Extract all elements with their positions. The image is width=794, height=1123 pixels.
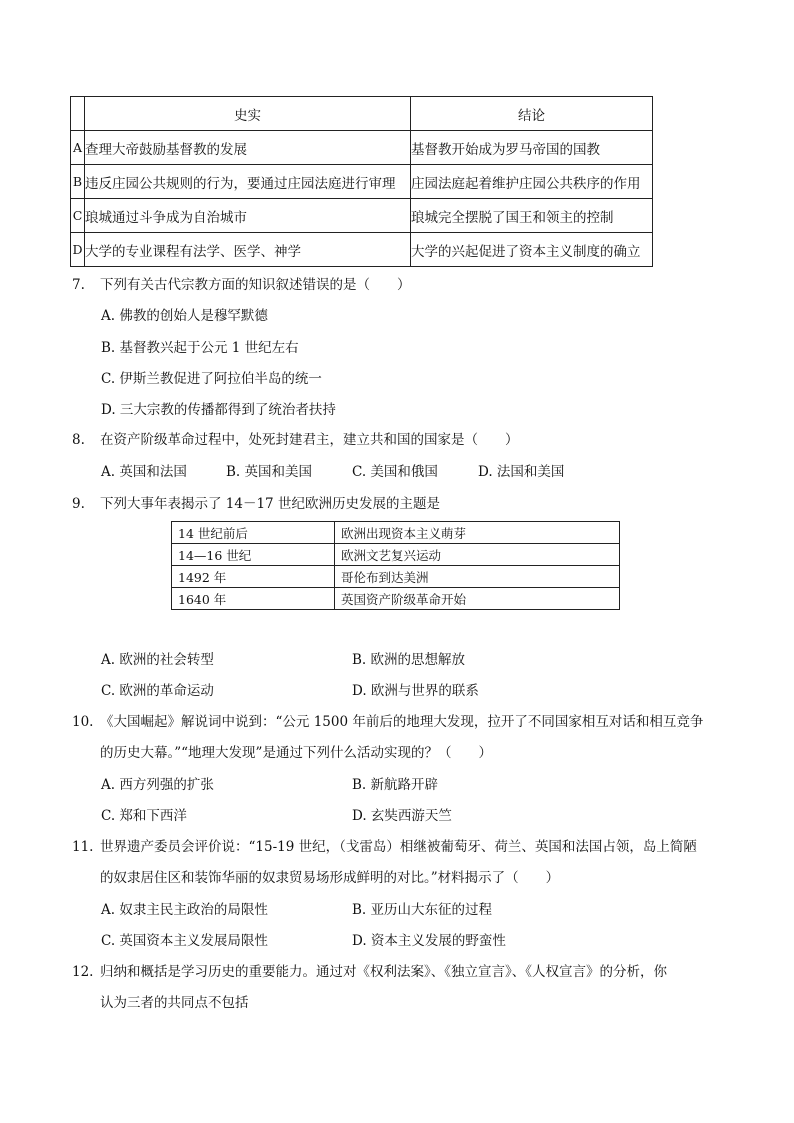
table-row (172, 566, 620, 588)
question-12-stem (72, 962, 667, 982)
table-row (172, 544, 620, 566)
q10-option-d: D. 玄奘西游天竺 (352, 808, 452, 824)
row-fact: 大学的专业课程有法学、医学、神学 (85, 233, 411, 267)
row-event: 欧洲文艺复兴运动 (335, 544, 620, 566)
row-time: 14 世纪前后 (172, 522, 335, 544)
row-event: 欧洲出现资本主义萌芽 (335, 522, 620, 544)
q11-option-b: B. 亚历山大东征的过程 (352, 902, 493, 918)
question-text: 世界遗产委员会评价说：“15-19 世纪，（戈雷岛）相继被葡萄牙、荷兰、英国和法国占领，岛上简陋 (100, 839, 697, 855)
question-number: 8. (72, 432, 85, 448)
question-number: 7. (72, 277, 85, 293)
q11-option-d: D. 资本主义发展的野蛮性 (352, 933, 506, 949)
row-conclusion: 琅城完全摆脱了国王和领主的控制 (411, 199, 653, 233)
q9-option-a: A. 欧洲的社会转型 (101, 652, 214, 668)
row-label: A (71, 131, 85, 165)
fact-conclusion-table (70, 96, 653, 267)
row-fact: 琅城通过斗争成为自治城市 (85, 199, 411, 233)
question-10-stem (72, 712, 703, 732)
row-conclusion: 基督教开始成为罗马帝国的国教 (411, 131, 653, 165)
question-text: 归纳和概括是学习历史的重要能力。通过对《权利法案》、《独立宣言》、《人权宣言》的分析，你 (100, 964, 667, 980)
question-11-stem (72, 837, 697, 857)
header-conclusion: 结论 (411, 97, 653, 131)
q8-option-a: A. 英国和法国 (101, 464, 187, 480)
table-row (71, 233, 653, 267)
q7-option-c: C. 伊斯兰教促进了阿拉伯半岛的统一 (101, 371, 322, 387)
row-conclusion: 庄园法庭起着维护庄园公共秩序的作用 (411, 165, 653, 199)
row-time: 14—16 世纪 (172, 544, 335, 566)
question-text: 在资产阶级革命过程中，处死封建君主，建立共和国的国家是（ ） (100, 432, 519, 448)
row-time: 1492 年 (172, 566, 335, 588)
question-text: 下列大事年表揭示了 14－17 世纪欧洲历史发展的主题是 (100, 496, 440, 512)
q10-option-a: A. 西方列强的扩张 (101, 777, 214, 793)
row-time: 1640 年 (172, 588, 335, 610)
question-number: 10. (72, 714, 94, 730)
row-label: C (71, 199, 85, 233)
q8-option-d: D. 法国和美国 (478, 464, 565, 480)
chronology-table (171, 521, 620, 610)
table-row (172, 522, 620, 544)
question-11-stem-line2: 的奴隶居住区和装饰华丽的奴隶贸易场形成鲜明的对比。”材料揭示了（ ） (100, 870, 560, 886)
q11-option-c: C. 英国资本主义发展局限性 (101, 933, 268, 949)
row-event: 英国资产阶级革命开始 (335, 588, 620, 610)
row-fact: 查理大帝鼓励基督教的发展 (85, 131, 411, 165)
q7-option-a: A. 佛教的创始人是穆罕默德 (101, 308, 268, 324)
question-text: 下列有关古代宗教方面的知识叙述错误的是（ ） (100, 277, 411, 293)
table-row (71, 165, 653, 199)
row-label: D (71, 233, 85, 267)
q9-option-d: D. 欧洲与世界的联系 (352, 683, 479, 699)
question-number: 9. (72, 496, 85, 512)
question-text: 《大国崛起》解说词中说到：“公元 1500 年前后的地理大发现，拉开了不同国家相互对话和相互竞争 (100, 714, 704, 730)
q9-option-c: C. 欧洲的革命运动 (101, 683, 214, 699)
table-row (71, 131, 653, 165)
question-number: 12. (72, 964, 94, 980)
q7-option-b: B. 基督教兴起于公元 1 世纪左右 (101, 340, 299, 356)
row-event: 哥伦布到达美洲 (335, 566, 620, 588)
question-9-stem (72, 494, 440, 514)
q10-option-b: B. 新航路开辟 (352, 777, 439, 793)
table-corner-cell (71, 97, 85, 131)
q8-option-b: B. 英国和美国 (226, 464, 313, 480)
q8-option-c: C. 美国和俄国 (352, 464, 438, 480)
header-fact: 史实 (85, 97, 411, 131)
question-number: 11. (72, 839, 94, 855)
q11-option-a: A. 奴隶主民主政治的局限性 (101, 902, 268, 918)
question-12-stem-line2: 认为三者的共同点不包括 (100, 995, 249, 1011)
q10-option-c: C. 郑和下西洋 (101, 808, 187, 824)
table-row (71, 199, 653, 233)
row-conclusion: 大学的兴起促进了资本主义制度的确立 (411, 233, 653, 267)
question-10-stem-line2: 的历史大幕。”“地理大发现”是通过下列什么活动实现的？（ ） (100, 745, 492, 761)
table-row (172, 588, 620, 610)
row-label: B (71, 165, 85, 199)
q9-option-b: B. 欧洲的思想解放 (352, 652, 466, 668)
question-7-stem (72, 275, 411, 295)
question-8-stem (72, 430, 519, 450)
q7-option-d: D. 三大宗教的传播都得到了统治者扶持 (101, 402, 336, 418)
table-header-row (71, 97, 653, 131)
row-fact: 违反庄园公共规则的行为，要通过庄园法庭进行审理 (85, 165, 411, 199)
